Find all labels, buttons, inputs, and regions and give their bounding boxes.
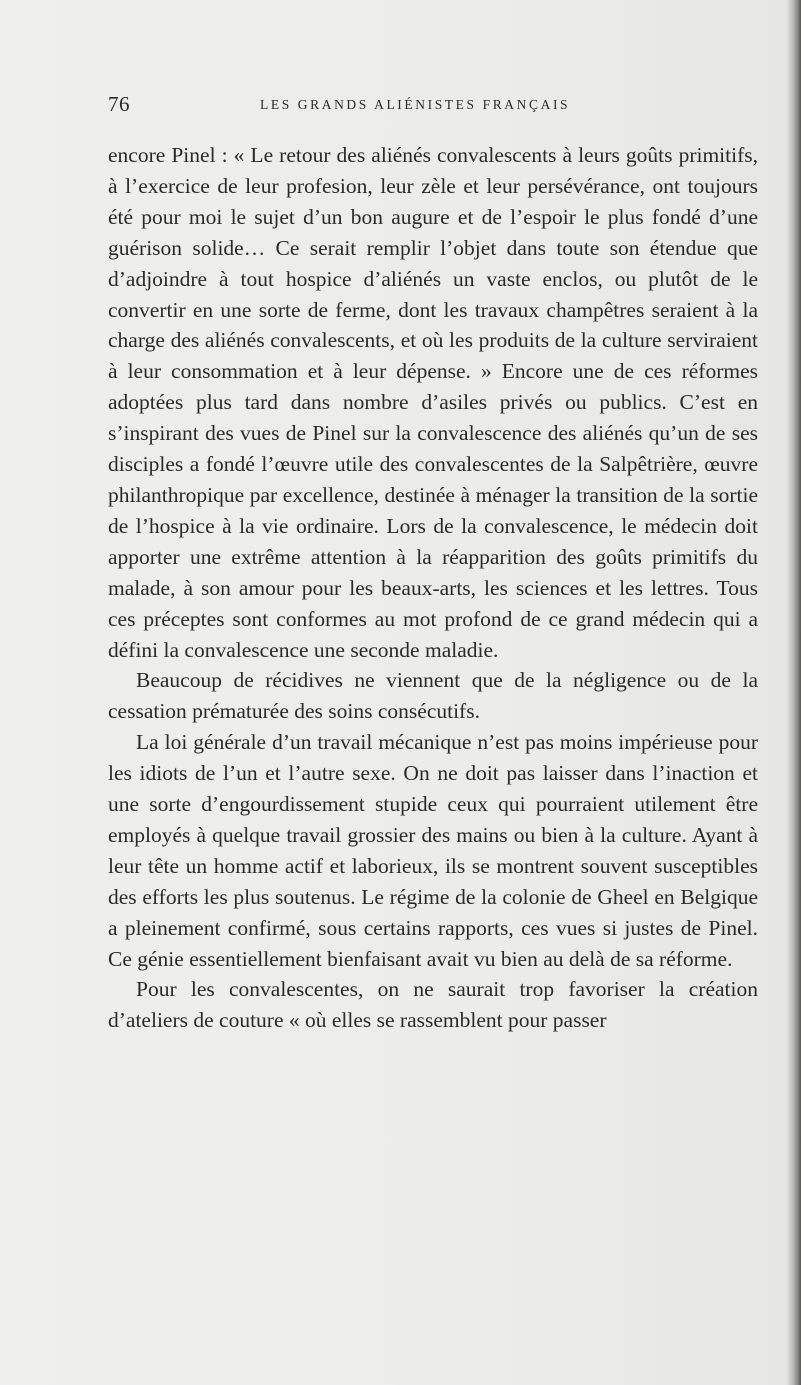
paragraph-2: Beaucoup de récidives ne viennent que de la négligence ou de la cessation prématurée des soins consécutifs. [108, 668, 758, 724]
page-number: 76 [108, 92, 130, 116]
paragraph-3: La loi générale d’un travail mécanique n’est pas moins impérieuse pour les idiots de l’un et l’autre sexe. On ne doit pas laisser dans l’inaction et une sorte d’engourdissement stupide ceux qui pourraient utilement être employés à quelque travail grossier des mains ou bien à la culture. Ayant à leur tête un homme actif et laborieux, ils se montrent souvent susceptibles des efforts les plus soutenus. Le régime de la colonie de Gheel en Belgique a pleinement confirmé, sous certains rapports, ces vues si justes de Pinel. Ce génie essentiellement bienfaisant avait vu bien au delà de sa réforme. [108, 730, 758, 971]
paragraph-4: Pour les convalescentes, on ne saurait trop favoriser la création d’ateliers de couture « où elles se rassemblent pour passer [108, 977, 758, 1033]
body-text [108, 140, 758, 1036]
page-edge-shadow [787, 0, 801, 1385]
running-title: LES GRANDS ALIÉNISTES FRANÇAIS [260, 97, 571, 112]
page-header [108, 92, 758, 122]
paragraph-1: encore Pinel : « Le retour des aliénés convalescents à leurs goûts primitifs, à l’exercice de leur profesion, leur zèle et leur persévérance, ont toujours été pour moi le sujet d’un bon augure et de l’espoir le plus fondé d’une guérison solide… Ce serait remplir l’objet dans toute son étendue que d’adjoindre à tout hospice d’aliénés un vaste enclos, ou plutôt de le convertir en une sorte de ferme, dont les travaux champêtres seraient à la charge des aliénés convalescents, et où les produits de la culture serviraient à leur consommation et à leur dépense. » Encore une de ces réformes adoptées plus tard dans nombre d’asiles privés ou publics. C’est en s’inspirant des vues de Pinel sur la convalescence des aliénés qu’un de ses disciples a fondé l’œuvre utile des convalescentes de la Salpêtrière, œuvre philanthropique par excellence, destinée à ménager la transition de la sortie de l’hospice à la vie ordinaire. Lors de la convalescence, le médecin doit apporter une extrême attention à la réapparition des goûts primitifs du malade, à son amour pour les beaux-arts, les sciences et les lettres. Tous ces préceptes sont conformes au mot profond de ce grand médecin qui a défini la convalescence une seconde maladie. [108, 143, 758, 662]
